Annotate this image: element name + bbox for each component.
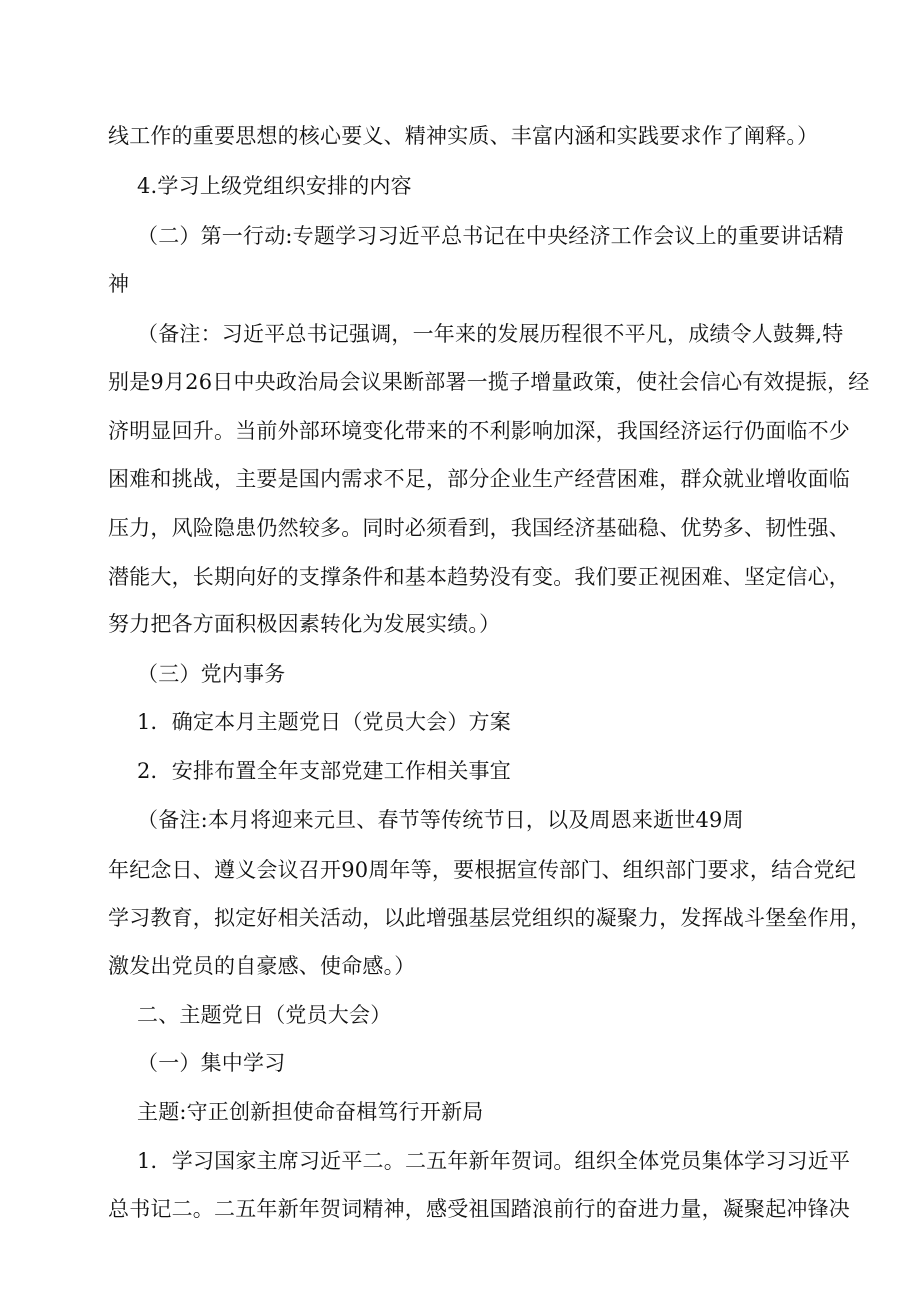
- paragraph-line: 线工作的重要思想的核心要义、精神实质、丰富内涵和实践要求作了阐释。）: [108, 124, 819, 148]
- paragraph-line: 学习教育，拟定好相关活动，以此增强基层党组织的凝聚力，发挥战斗堡垒作用，: [108, 906, 872, 930]
- paragraph-line: （备注:本月将迎来元旦、春节等传统节日，以及周恩来逝世49周: [137, 808, 744, 832]
- paragraph-line: 压力，风险隐患仍然较多。同时必须看到，我国经济基础稳、优势多、韧性强、: [108, 516, 850, 540]
- paragraph-line: 努力把各方面积极因素转化为发展实绩。）: [108, 612, 501, 636]
- list-item: 2．安排布置全年支部党建工作相关事宜: [137, 759, 511, 783]
- section-heading: （二）第一行动:专题学习习近平总书记在中央经济工作会议上的重要讲话精: [137, 224, 844, 248]
- paragraph-line: 总书记二。二五年新年贺词精神，感受祖国踏浪前行的奋进力量，凝聚起冲锋决: [108, 1197, 850, 1221]
- section-heading: （一）集中学习: [137, 1051, 286, 1075]
- paragraph-line: 济明显回升。当前外部环境变化带来的不利影响加深，我国经济运行仍面临不少: [108, 419, 850, 443]
- theme-line: 主题:守正创新担使命奋楫笃行开新局: [137, 1100, 484, 1124]
- section-heading: 神: [108, 272, 130, 296]
- section-heading: 4.学习上级党组织安排的内容: [137, 174, 412, 198]
- section-heading: 二、主题党日（党员大会）: [137, 1003, 392, 1027]
- paragraph-line: 别是9月26日中央政治局会议果断部署一揽子增量政策，使社会信心有效提振，经: [108, 370, 870, 394]
- list-item: 1．学习国家主席习近平二。二五年新年贺词。组织全体党员集体学习习近平: [137, 1149, 851, 1173]
- section-heading: （三）党内事务: [137, 662, 286, 686]
- paragraph-line: （备注：习近平总书记强调，一年来的发展历程很不平凡，成绩令人鼓舞,特: [137, 322, 844, 346]
- paragraph-line: 困难和挑战，主要是国内需求不足，部分企业生产经营困难，群众就业增收面临: [108, 467, 850, 491]
- paragraph-line: 激发出党员的自豪感、使命感。）: [108, 954, 416, 978]
- paragraph-line: 潜能大，长期向好的支撑条件和基本趋势没有变。我们要正视困难、坚定信心，: [108, 565, 850, 589]
- paragraph-line: 年纪念日、遵义会议召开90周年等，要根据宣传部门、组织部门要求，结合党纪: [108, 858, 856, 882]
- list-item: 1．确定本月主题党日（党员大会）方案: [137, 710, 511, 734]
